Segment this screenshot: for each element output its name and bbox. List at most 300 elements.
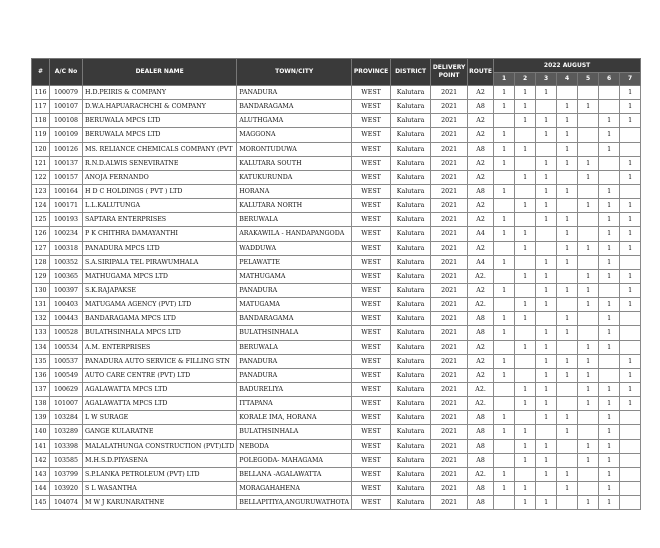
day-1-cell: [494, 453, 515, 467]
day-4-cell: 1: [557, 283, 578, 297]
district-cell: Kalutara: [391, 156, 431, 170]
day-4-cell: 1: [557, 312, 578, 326]
day-2-cell: [515, 283, 536, 297]
day-5-cell: 1: [578, 397, 599, 411]
day-6-cell: 1: [599, 397, 620, 411]
row-number-cell: 121: [32, 156, 50, 170]
delivery-point-cell: 2021: [431, 439, 468, 453]
town-city-cell: BANDARAGAMA: [237, 312, 352, 326]
day-3-cell: 1: [536, 397, 557, 411]
town-city-cell: ALUTHGAMA: [237, 114, 352, 128]
town-city-cell: BULATHSINHALA: [237, 326, 352, 340]
day-7-cell: [620, 312, 641, 326]
province-cell: WEST: [352, 199, 391, 213]
row-number-cell: 137: [32, 382, 50, 396]
route-cell: A2: [468, 283, 494, 297]
header-account-number: A/C No: [50, 59, 83, 86]
day-4-cell: [557, 397, 578, 411]
day-2-cell: [515, 156, 536, 170]
table-row: [32, 354, 641, 368]
table-row: [32, 368, 641, 382]
town-city-cell: KALUTARA SOUTH: [237, 156, 352, 170]
dealer-name-cell: AGALAWATTA MPCS LTD: [83, 382, 237, 396]
delivery-point-cell: 2021: [431, 269, 468, 283]
day-6-cell: 1: [599, 439, 620, 453]
day-2-cell: 1: [515, 170, 536, 184]
district-cell: Kalutara: [391, 382, 431, 396]
route-cell: A2.: [468, 382, 494, 396]
route-cell: A2.: [468, 269, 494, 283]
day-5-cell: [578, 86, 599, 100]
route-cell: A8: [468, 326, 494, 340]
row-number-cell: 131: [32, 298, 50, 312]
day-2-cell: 1: [515, 100, 536, 114]
day-5-cell: 1: [578, 439, 599, 453]
dealer-name-cell: BERUWALA MPCS LTD: [83, 128, 237, 142]
day-1-cell: 1: [494, 411, 515, 425]
day-2-cell: 1: [515, 439, 536, 453]
day-5-cell: [578, 114, 599, 128]
district-cell: Kalutara: [391, 255, 431, 269]
dealer-name-cell: MALALATHUNGA CONSTRUCTION (PVT)LTD: [83, 439, 237, 453]
town-city-cell: BADURELIYA: [237, 382, 352, 396]
province-cell: WEST: [352, 170, 391, 184]
district-cell: Kalutara: [391, 128, 431, 142]
day-6-cell: 1: [599, 340, 620, 354]
account-number-cell: 100549: [50, 368, 83, 382]
day-7-cell: [620, 453, 641, 467]
day-6-cell: [599, 283, 620, 297]
header-day-1: 1: [494, 73, 515, 86]
table-row: [32, 453, 641, 467]
day-6-cell: 1: [599, 128, 620, 142]
day-6-cell: 1: [599, 184, 620, 198]
account-number-cell: 100352: [50, 255, 83, 269]
dealer-name-cell: M.H.S.D.PIYASENA: [83, 453, 237, 467]
day-7-cell: [620, 340, 641, 354]
day-5-cell: 1: [578, 340, 599, 354]
day-3-cell: 1: [536, 326, 557, 340]
day-4-cell: 1: [557, 354, 578, 368]
day-3-cell: 1: [536, 86, 557, 100]
route-cell: A4: [468, 227, 494, 241]
town-city-cell: MATHUGAMA: [237, 269, 352, 283]
day-7-cell: 1: [620, 199, 641, 213]
account-number-cell: 103920: [50, 481, 83, 495]
dealer-name-cell: H.D.PEIRIS & COMPANY: [83, 86, 237, 100]
delivery-point-cell: 2021: [431, 425, 468, 439]
day-6-cell: 1: [599, 481, 620, 495]
route-cell: A8: [468, 453, 494, 467]
day-4-cell: [557, 453, 578, 467]
dealer-name-cell: MATUGAMA AGENCY (PVT) LTD: [83, 298, 237, 312]
day-1-cell: 1: [494, 481, 515, 495]
route-cell: A2: [468, 354, 494, 368]
dealer-name-cell: BULATHSINHALA MPCS LTD: [83, 326, 237, 340]
row-number-cell: 139: [32, 411, 50, 425]
town-city-cell: BELLAPITIYA,ANGURUWATHOTA: [237, 496, 352, 510]
province-cell: WEST: [352, 184, 391, 198]
day-1-cell: 1: [494, 425, 515, 439]
province-cell: WEST: [352, 100, 391, 114]
town-city-cell: POLEGODA- MAHAGAMA: [237, 453, 352, 467]
row-number-cell: 128: [32, 255, 50, 269]
day-4-cell: 1: [557, 411, 578, 425]
delivery-point-cell: 2021: [431, 241, 468, 255]
row-number-cell: 127: [32, 241, 50, 255]
day-5-cell: 1: [578, 382, 599, 396]
account-number-cell: 103398: [50, 439, 83, 453]
delivery-point-cell: 2021: [431, 467, 468, 481]
day-5-cell: [578, 425, 599, 439]
dealer-name-cell: S L WASANTHA: [83, 481, 237, 495]
header-district: DISTRICT: [391, 59, 431, 86]
day-6-cell: [599, 100, 620, 114]
day-5-cell: [578, 326, 599, 340]
day-6-cell: 1: [599, 213, 620, 227]
district-cell: Kalutara: [391, 439, 431, 453]
day-7-cell: 1: [620, 114, 641, 128]
account-number-cell: 100537: [50, 354, 83, 368]
town-city-cell: PANADURA: [237, 283, 352, 297]
district-cell: Kalutara: [391, 114, 431, 128]
day-7-cell: 1: [620, 283, 641, 297]
day-2-cell: 1: [515, 86, 536, 100]
header-day-7: 7: [620, 73, 641, 86]
day-5-cell: 1: [578, 241, 599, 255]
day-6-cell: 1: [599, 227, 620, 241]
day-6-cell: 1: [599, 255, 620, 269]
district-cell: Kalutara: [391, 100, 431, 114]
town-city-cell: HORANA: [237, 184, 352, 198]
district-cell: Kalutara: [391, 142, 431, 156]
province-cell: WEST: [352, 382, 391, 396]
route-cell: A2: [468, 241, 494, 255]
delivery-point-cell: 2021: [431, 326, 468, 340]
day-7-cell: 1: [620, 241, 641, 255]
row-number-cell: 118: [32, 114, 50, 128]
day-1-cell: 1: [494, 326, 515, 340]
delivery-point-cell: 2021: [431, 397, 468, 411]
account-number-cell: 101007: [50, 397, 83, 411]
account-number-cell: 100403: [50, 298, 83, 312]
day-5-cell: [578, 227, 599, 241]
province-cell: WEST: [352, 354, 391, 368]
day-5-cell: [578, 142, 599, 156]
table-row: [32, 481, 641, 495]
town-city-cell: PELAWATTE: [237, 255, 352, 269]
day-6-cell: 1: [599, 298, 620, 312]
table-row: [32, 114, 641, 128]
day-2-cell: 1: [515, 496, 536, 510]
header-row-number: #: [32, 59, 50, 86]
day-6-cell: [599, 86, 620, 100]
day-7-cell: 1: [620, 298, 641, 312]
province-cell: WEST: [352, 481, 391, 495]
row-number-cell: 116: [32, 86, 50, 100]
day-1-cell: [494, 241, 515, 255]
day-2-cell: [515, 326, 536, 340]
route-cell: A2: [468, 114, 494, 128]
province-cell: WEST: [352, 269, 391, 283]
province-cell: WEST: [352, 128, 391, 142]
delivery-point-cell: 2021: [431, 298, 468, 312]
table-row: [32, 326, 641, 340]
dealer-name-cell: S.K.RAJAPAKSE: [83, 283, 237, 297]
table-row: [32, 241, 641, 255]
day-1-cell: 1: [494, 213, 515, 227]
day-1-cell: 1: [494, 128, 515, 142]
day-6-cell: 1: [599, 114, 620, 128]
dealer-name-cell: PANADURA AUTO SERVICE & FILLING STN: [83, 354, 237, 368]
province-cell: WEST: [352, 114, 391, 128]
day-6-cell: [599, 368, 620, 382]
day-1-cell: [494, 340, 515, 354]
day-2-cell: 1: [515, 340, 536, 354]
day-2-cell: 1: [515, 298, 536, 312]
province-cell: WEST: [352, 142, 391, 156]
table-body: [32, 86, 641, 510]
day-7-cell: 1: [620, 397, 641, 411]
province-cell: WEST: [352, 397, 391, 411]
table-row: [32, 312, 641, 326]
day-4-cell: [557, 382, 578, 396]
delivery-point-cell: 2021: [431, 496, 468, 510]
province-cell: WEST: [352, 298, 391, 312]
day-7-cell: 1: [620, 170, 641, 184]
table-row: [32, 142, 641, 156]
day-4-cell: 1: [557, 425, 578, 439]
day-5-cell: 1: [578, 156, 599, 170]
town-city-cell: ITTAPANA: [237, 397, 352, 411]
account-number-cell: 100397: [50, 283, 83, 297]
table-row: [32, 283, 641, 297]
day-7-cell: 1: [620, 382, 641, 396]
district-cell: Kalutara: [391, 269, 431, 283]
delivery-point-cell: 2021: [431, 453, 468, 467]
day-7-cell: 1: [620, 354, 641, 368]
day-4-cell: 1: [557, 213, 578, 227]
day-5-cell: 1: [578, 170, 599, 184]
district-cell: Kalutara: [391, 340, 431, 354]
table-row: [32, 255, 641, 269]
day-4-cell: 1: [557, 114, 578, 128]
town-city-cell: BERUWALA: [237, 340, 352, 354]
header-day-5: 5: [578, 73, 599, 86]
day-3-cell: 1: [536, 382, 557, 396]
day-4-cell: [557, 496, 578, 510]
row-number-cell: 134: [32, 340, 50, 354]
town-city-cell: MORAGAHAHENA: [237, 481, 352, 495]
day-5-cell: [578, 255, 599, 269]
town-city-cell: KORALE IMA, HORANA: [237, 411, 352, 425]
district-cell: Kalutara: [391, 312, 431, 326]
dealer-name-cell: S.P.LANKA PETROLEUM (PVT) LTD: [83, 467, 237, 481]
district-cell: Kalutara: [391, 86, 431, 100]
row-number-cell: 123: [32, 184, 50, 198]
day-3-cell: [536, 241, 557, 255]
route-cell: A2.: [468, 397, 494, 411]
province-cell: WEST: [352, 368, 391, 382]
header-day-2: 2: [515, 73, 536, 86]
table-row: [32, 340, 641, 354]
day-3-cell: 1: [536, 453, 557, 467]
province-cell: WEST: [352, 453, 391, 467]
day-5-cell: 1: [578, 453, 599, 467]
day-4-cell: 1: [557, 100, 578, 114]
delivery-point-cell: 2021: [431, 128, 468, 142]
table-row: [32, 213, 641, 227]
day-3-cell: 1: [536, 255, 557, 269]
day-3-cell: 1: [536, 199, 557, 213]
day-6-cell: 1: [599, 241, 620, 255]
dealer-name-cell: L.L.KALUTUNGA: [83, 199, 237, 213]
town-city-cell: ARAKAWILA - HANDAPANGODA: [237, 227, 352, 241]
day-3-cell: 1: [536, 467, 557, 481]
day-2-cell: 1: [515, 382, 536, 396]
day-3-cell: 1: [536, 156, 557, 170]
day-3-cell: [536, 142, 557, 156]
row-number-cell: 125: [32, 213, 50, 227]
district-cell: Kalutara: [391, 170, 431, 184]
delivery-point-cell: 2021: [431, 368, 468, 382]
account-number-cell: 100318: [50, 241, 83, 255]
district-cell: Kalutara: [391, 199, 431, 213]
district-cell: Kalutara: [391, 411, 431, 425]
header-town-city: TOWN/CITY: [237, 59, 352, 86]
district-cell: Kalutara: [391, 326, 431, 340]
route-cell: A2: [468, 199, 494, 213]
delivery-point-cell: 2021: [431, 170, 468, 184]
dealer-name-cell: R.N.D.ALWIS SENEVIRATNE: [83, 156, 237, 170]
account-number-cell: 100137: [50, 156, 83, 170]
row-number-cell: 145: [32, 496, 50, 510]
table-row: [32, 411, 641, 425]
account-number-cell: 100234: [50, 227, 83, 241]
town-city-cell: MATUGAMA: [237, 298, 352, 312]
day-6-cell: 1: [599, 453, 620, 467]
header-province: PROVINCE: [352, 59, 391, 86]
day-3-cell: 1: [536, 213, 557, 227]
day-6-cell: 1: [599, 382, 620, 396]
dealer-name-cell: MATHUGAMA MPCS LTD: [83, 269, 237, 283]
row-number-cell: 136: [32, 368, 50, 382]
account-number-cell: 100365: [50, 269, 83, 283]
day-4-cell: [557, 86, 578, 100]
day-3-cell: [536, 481, 557, 495]
day-3-cell: 1: [536, 283, 557, 297]
day-1-cell: 1: [494, 156, 515, 170]
province-cell: WEST: [352, 340, 391, 354]
district-cell: Kalutara: [391, 453, 431, 467]
day-2-cell: [515, 467, 536, 481]
day-7-cell: [620, 439, 641, 453]
day-5-cell: 1: [578, 298, 599, 312]
day-1-cell: 1: [494, 227, 515, 241]
account-number-cell: 103289: [50, 425, 83, 439]
dealer-name-cell: PANADURA MPCS LTD: [83, 241, 237, 255]
day-5-cell: 1: [578, 269, 599, 283]
day-4-cell: [557, 170, 578, 184]
day-2-cell: 1: [515, 481, 536, 495]
dealer-name-cell: L W SURAGE: [83, 411, 237, 425]
day-7-cell: [620, 128, 641, 142]
province-cell: WEST: [352, 283, 391, 297]
route-cell: A8: [468, 312, 494, 326]
day-3-cell: [536, 425, 557, 439]
day-2-cell: 1: [515, 114, 536, 128]
day-7-cell: 1: [620, 269, 641, 283]
day-7-cell: [620, 467, 641, 481]
town-city-cell: BANDARAGAMA: [237, 100, 352, 114]
day-1-cell: [494, 170, 515, 184]
town-city-cell: PANADURA: [237, 368, 352, 382]
account-number-cell: 100164: [50, 184, 83, 198]
row-number-cell: 124: [32, 199, 50, 213]
day-3-cell: 1: [536, 411, 557, 425]
account-number-cell: 100108: [50, 114, 83, 128]
dealer-name-cell: S.A.SIRIPALA TEL PIRAWUMHALA: [83, 255, 237, 269]
day-4-cell: 1: [557, 481, 578, 495]
day-7-cell: 1: [620, 213, 641, 227]
day-5-cell: [578, 467, 599, 481]
day-1-cell: [494, 269, 515, 283]
day-5-cell: [578, 411, 599, 425]
account-number-cell: 100534: [50, 340, 83, 354]
row-number-cell: 122: [32, 170, 50, 184]
day-5-cell: [578, 213, 599, 227]
dealer-name-cell: ANOJA FERNANDO: [83, 170, 237, 184]
day-7-cell: 1: [620, 100, 641, 114]
day-7-cell: [620, 326, 641, 340]
day-2-cell: [515, 128, 536, 142]
delivery-point-cell: 2021: [431, 86, 468, 100]
account-number-cell: 100629: [50, 382, 83, 396]
day-6-cell: 1: [599, 269, 620, 283]
province-cell: WEST: [352, 411, 391, 425]
account-number-cell: 100126: [50, 142, 83, 156]
route-cell: A2.: [468, 298, 494, 312]
table-row: [32, 298, 641, 312]
delivery-point-cell: 2021: [431, 213, 468, 227]
province-cell: WEST: [352, 213, 391, 227]
day-6-cell: 1: [599, 411, 620, 425]
province-cell: WEST: [352, 467, 391, 481]
day-2-cell: [515, 255, 536, 269]
dealer-name-cell: P K CHITHRA DAMAYANTHI: [83, 227, 237, 241]
delivery-point-cell: 2021: [431, 283, 468, 297]
delivery-point-cell: 2021: [431, 227, 468, 241]
account-number-cell: 100109: [50, 128, 83, 142]
dealer-name-cell: H D C HOLDINGS ( PVT ) LTD: [83, 184, 237, 198]
province-cell: WEST: [352, 241, 391, 255]
delivery-point-cell: 2021: [431, 312, 468, 326]
day-7-cell: [620, 496, 641, 510]
table-row: [32, 199, 641, 213]
district-cell: Kalutara: [391, 213, 431, 227]
town-city-cell: PANADURA: [237, 86, 352, 100]
town-city-cell: NEBODA: [237, 439, 352, 453]
day-6-cell: 1: [599, 326, 620, 340]
day-6-cell: 1: [599, 199, 620, 213]
district-cell: Kalutara: [391, 227, 431, 241]
header-month: 2022 AUGUST: [494, 59, 641, 73]
day-5-cell: 1: [578, 100, 599, 114]
header-day-4: 4: [557, 73, 578, 86]
day-5-cell: [578, 312, 599, 326]
delivery-point-cell: 2021: [431, 114, 468, 128]
day-3-cell: 1: [536, 269, 557, 283]
